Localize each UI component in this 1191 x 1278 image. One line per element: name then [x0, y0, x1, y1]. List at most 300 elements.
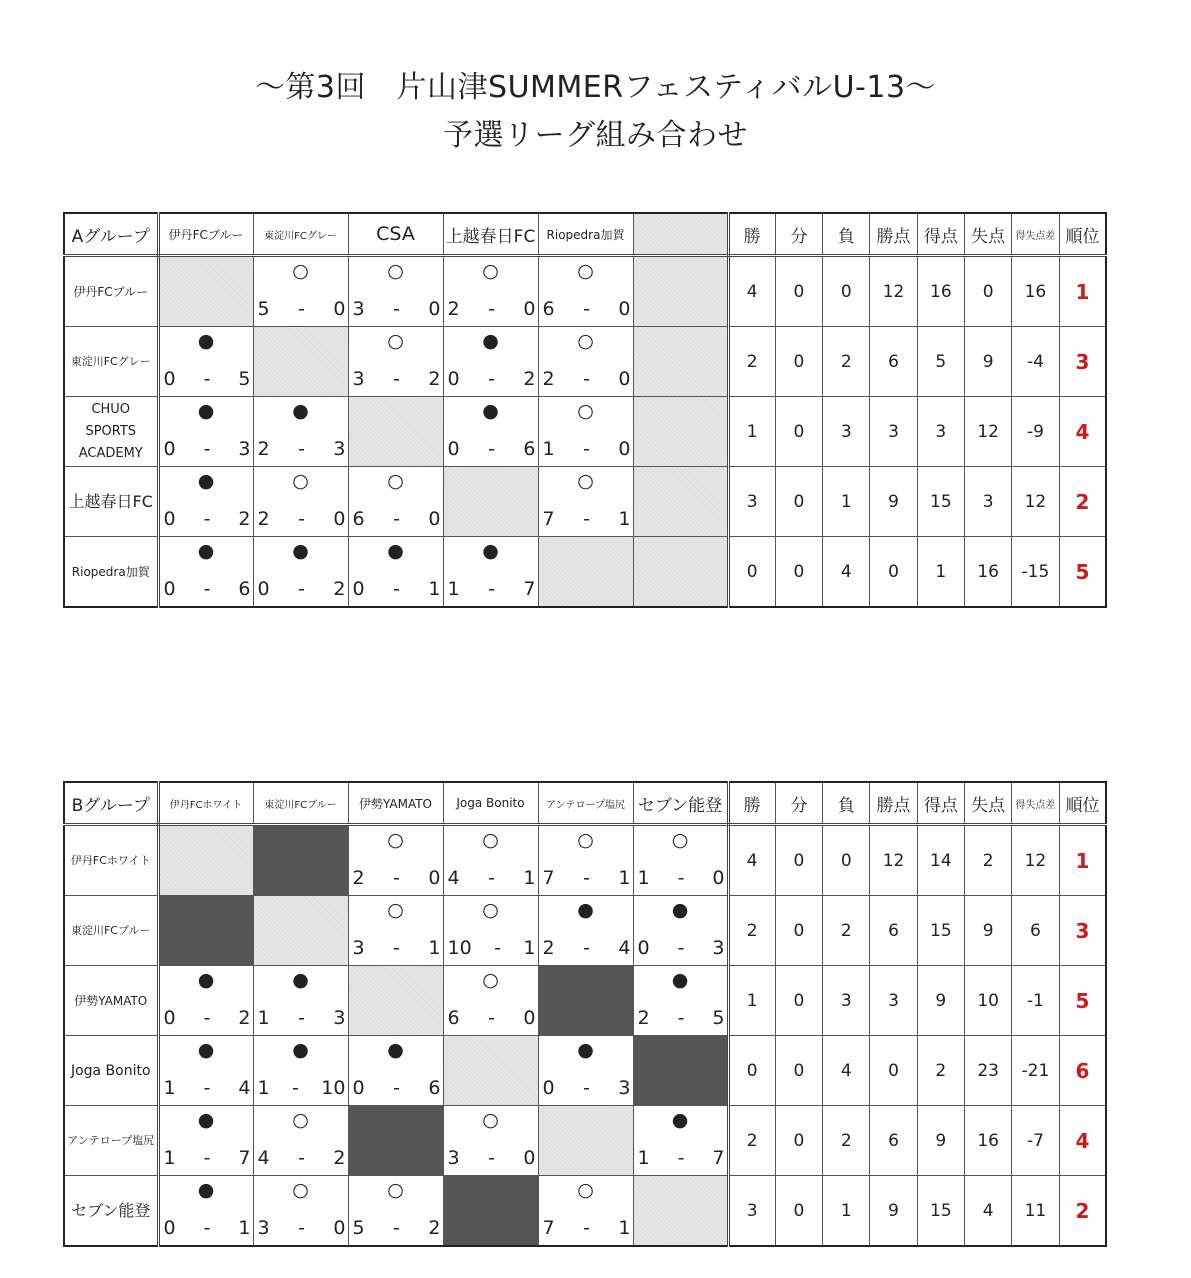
goals-against: 1 [618, 867, 631, 889]
team-row [64, 467, 1106, 537]
score-separator: - [393, 368, 400, 390]
stat-goals-against: 3 [964, 467, 1011, 537]
match-result [634, 826, 727, 895]
score [258, 438, 346, 460]
win-mark: ○ [577, 400, 594, 422]
self-match-cell [443, 467, 538, 537]
goals-for: 0 [257, 578, 270, 600]
goals-for: 1 [163, 1147, 176, 1169]
goals-against: 2 [428, 1217, 441, 1239]
stat-header: 失点 [964, 213, 1011, 256]
goals-against: 1 [238, 1217, 251, 1239]
match-result [160, 537, 253, 606]
goals-against: 1 [523, 937, 536, 959]
rank: 4 [1059, 1106, 1106, 1176]
self-match-cell [633, 1176, 728, 1247]
column-team-header: セブン能登 [633, 782, 728, 825]
score [543, 368, 631, 390]
match-result [254, 257, 348, 326]
goals-for: 3 [352, 368, 365, 390]
stat-draws: 0 [775, 327, 822, 397]
loss-mark: ● [292, 969, 309, 991]
score [258, 1147, 346, 1169]
score [448, 867, 536, 889]
row-team-name: 伊丹FCホワイト [64, 825, 158, 896]
score [448, 578, 536, 600]
column-team-header: CSA [348, 213, 443, 256]
win-mark: ○ [292, 470, 309, 492]
empty-slot [633, 537, 728, 608]
stat-goals-for: 2 [917, 1036, 964, 1106]
score-separator: - [583, 298, 590, 320]
stat-losses: 4 [823, 537, 870, 608]
column-team-header: アンテロープ塩尻 [538, 782, 633, 825]
match-result [444, 327, 538, 396]
match-result [349, 537, 443, 606]
match-cell [538, 1036, 633, 1106]
goals-for: 3 [352, 937, 365, 959]
no-match-cell [158, 896, 253, 966]
rank: 2 [1059, 467, 1106, 537]
goals-for: 5 [257, 298, 270, 320]
match-result [444, 966, 538, 1035]
goals-for: 6 [352, 508, 365, 530]
score-separator: - [203, 1217, 211, 1239]
goals-for: 0 [447, 368, 460, 390]
goals-for: 6 [542, 298, 555, 320]
match-result [349, 257, 443, 326]
score-separator: - [488, 438, 495, 460]
stat-points: 6 [870, 896, 917, 966]
score-separator: - [583, 508, 590, 530]
goals-for: 0 [163, 368, 176, 390]
self-match-cell [443, 1036, 538, 1106]
goals-for: 7 [542, 867, 555, 889]
stat-losses: 1 [823, 467, 870, 537]
goals-for: 0 [163, 1217, 176, 1239]
empty-slot [633, 397, 728, 467]
goals-for: 2 [257, 438, 270, 460]
row-team-name-line: SPORTS [85, 423, 137, 439]
stat-goals-against: 12 [964, 397, 1011, 467]
stat-goals-for: 15 [917, 467, 964, 537]
group-label: Aグループ [64, 213, 158, 256]
score [448, 298, 536, 320]
loss-mark: ● [197, 1039, 215, 1061]
score [543, 937, 631, 959]
stat-goals-for: 3 [917, 397, 964, 467]
goals-for: 4 [447, 867, 460, 889]
match-cell [538, 256, 633, 327]
row-team-name: Joga Bonito [64, 1036, 158, 1106]
stat-header: 順位 [1059, 782, 1106, 825]
goals-against: 5 [712, 1007, 725, 1029]
match-cell [538, 327, 633, 397]
score-separator: - [583, 1077, 590, 1099]
score-separator: - [393, 937, 400, 959]
win-mark: ○ [292, 1109, 309, 1131]
match-result [634, 1106, 727, 1175]
score [353, 1217, 441, 1239]
score [258, 298, 346, 320]
stat-points: 0 [870, 1036, 917, 1106]
stat-header: 得点 [917, 782, 964, 825]
match-result [634, 966, 727, 1035]
match-cell [253, 256, 348, 327]
stat-points: 9 [870, 467, 917, 537]
stat-losses: 2 [823, 1106, 870, 1176]
stat-points: 0 [870, 537, 917, 608]
match-cell [158, 1106, 253, 1176]
row-team-name-line: CHUO [91, 401, 131, 417]
stat-goals-against: 4 [964, 1176, 1011, 1247]
goals-against: 3 [333, 438, 346, 460]
goals-against: 7 [712, 1147, 725, 1169]
match-result [254, 467, 348, 536]
rank: 3 [1059, 896, 1106, 966]
team-row [64, 256, 1106, 327]
match-cell [158, 397, 253, 467]
self-match-cell [158, 256, 253, 327]
goals-against: 3 [333, 1007, 346, 1029]
score-separator: - [203, 368, 211, 390]
match-result [160, 1036, 253, 1105]
empty-slot [633, 256, 728, 327]
rank: 1 [1059, 825, 1106, 896]
score-separator: - [677, 937, 685, 959]
score [164, 438, 251, 460]
match-cell [158, 467, 253, 537]
goals-against: 7 [238, 1147, 251, 1169]
match-cell [633, 1106, 728, 1176]
row-team-name: 伊丹FCブルー [64, 256, 158, 327]
goals-for: 2 [447, 298, 460, 320]
goals-against: 0 [428, 508, 441, 530]
team-row [64, 327, 1106, 397]
loss-mark: ● [292, 400, 309, 422]
match-result [160, 467, 253, 536]
win-mark: ○ [482, 829, 499, 851]
goals-against: 0 [428, 867, 441, 889]
rank: 3 [1059, 327, 1106, 397]
score-separator: - [292, 1077, 299, 1099]
stat-draws: 0 [775, 1176, 822, 1247]
score [353, 1077, 441, 1099]
row-team-name: アンテロープ塩尻 [64, 1106, 158, 1176]
stat-losses: 1 [823, 1176, 870, 1247]
goals-against: 10 [321, 1077, 346, 1099]
stat-goals-for: 15 [917, 896, 964, 966]
match-cell [253, 397, 348, 467]
win-mark: ○ [577, 470, 594, 492]
page-subtitle: 予選リーグ組み合わせ [443, 118, 748, 153]
match-cell [158, 327, 253, 397]
match-result [349, 896, 443, 965]
stat-goals-against: 0 [964, 256, 1011, 327]
goals-against: 7 [523, 578, 536, 600]
score [448, 1147, 536, 1169]
goals-for: 1 [447, 578, 460, 600]
page-title: ～第3回 片山津SUMMERフェスティバルU-13～ [254, 70, 937, 105]
score [448, 1007, 536, 1029]
win-mark: ○ [577, 1179, 594, 1201]
match-cell [253, 537, 348, 608]
goals-for: 0 [163, 508, 176, 530]
match-result [539, 896, 633, 965]
stat-goal-diff: -7 [1012, 1106, 1059, 1176]
match-result [539, 1176, 633, 1245]
team-row [64, 537, 1106, 608]
match-result [349, 327, 443, 396]
match-cell [443, 966, 538, 1036]
team-row [64, 1176, 1106, 1247]
match-cell [158, 1036, 253, 1106]
goals-for: 0 [352, 1077, 365, 1099]
stat-goals-for: 9 [917, 1106, 964, 1176]
row-team-name: 上越春日FC [64, 467, 158, 537]
match-cell [443, 896, 538, 966]
self-match-cell [253, 327, 348, 397]
loss-mark: ● [197, 969, 215, 991]
stat-points: 3 [870, 966, 917, 1036]
rank: 5 [1059, 966, 1106, 1036]
match-result [160, 1106, 253, 1175]
match-cell [538, 825, 633, 896]
goals-against: 2 [523, 368, 536, 390]
score-separator: - [393, 1077, 400, 1099]
team-row [64, 1036, 1106, 1106]
stat-losses: 2 [823, 896, 870, 966]
match-result [444, 537, 538, 606]
loss-mark: ● [671, 899, 689, 921]
score-separator: - [298, 438, 305, 460]
score [543, 298, 631, 320]
match-cell [443, 327, 538, 397]
self-match-cell [348, 966, 443, 1036]
goals-for: 6 [447, 1007, 460, 1029]
goals-against: 0 [333, 1217, 346, 1239]
stat-header: 得点 [917, 213, 964, 256]
match-cell [253, 1176, 348, 1247]
stat-goal-diff: -21 [1012, 1036, 1059, 1106]
stat-wins: 3 [728, 467, 775, 537]
match-result [254, 537, 348, 606]
match-cell [443, 256, 538, 327]
goals-for: 0 [163, 578, 176, 600]
stat-wins: 0 [728, 1036, 775, 1106]
stat-goal-diff: 12 [1012, 467, 1059, 537]
goals-for: 1 [637, 867, 650, 889]
win-mark: ○ [387, 1179, 404, 1201]
match-cell [633, 896, 728, 966]
score-separator: - [677, 1007, 685, 1029]
stat-draws: 0 [775, 966, 822, 1036]
goals-against: 0 [618, 368, 631, 390]
row-team-name: セブン能登 [64, 1176, 158, 1247]
stat-points: 6 [870, 1106, 917, 1176]
win-mark: ○ [577, 829, 594, 851]
stat-draws: 0 [775, 256, 822, 327]
win-mark: ○ [292, 1179, 309, 1201]
match-cell [348, 896, 443, 966]
match-result [444, 257, 538, 326]
score-separator: - [677, 867, 685, 889]
match-cell [633, 966, 728, 1036]
goals-for: 2 [257, 508, 270, 530]
loss-mark: ● [482, 540, 499, 562]
stat-draws: 0 [775, 467, 822, 537]
match-result [539, 397, 633, 466]
goals-for: 2 [542, 368, 555, 390]
goals-against: 6 [428, 1077, 441, 1099]
match-cell [538, 397, 633, 467]
score-separator: - [488, 1007, 495, 1029]
goals-against: 2 [238, 508, 251, 530]
goals-for: 0 [542, 1077, 555, 1099]
no-match-cell [538, 966, 633, 1036]
stat-goals-against: 2 [964, 825, 1011, 896]
header-row [64, 782, 1106, 825]
match-cell [348, 467, 443, 537]
loss-mark: ● [292, 540, 309, 562]
score [353, 368, 441, 390]
goals-against: 6 [523, 438, 536, 460]
goals-against: 0 [618, 298, 631, 320]
stat-goal-diff: -1 [1012, 966, 1059, 1036]
win-mark: ○ [387, 330, 404, 352]
score [353, 937, 441, 959]
loss-mark: ● [197, 470, 215, 492]
no-match-cell [443, 1176, 538, 1247]
score-separator: - [393, 1217, 400, 1239]
rank: 6 [1059, 1036, 1106, 1106]
empty-slot [633, 327, 728, 397]
score [258, 1217, 346, 1239]
match-cell [633, 825, 728, 896]
stat-goals-for: 1 [917, 537, 964, 608]
score [543, 1077, 631, 1099]
match-cell [538, 467, 633, 537]
stat-losses: 3 [823, 397, 870, 467]
score-separator: - [203, 578, 211, 600]
stat-header: 失点 [964, 782, 1011, 825]
goals-against: 4 [618, 937, 631, 959]
team-row [64, 966, 1106, 1036]
match-result [160, 327, 253, 396]
match-cell [443, 825, 538, 896]
score-separator: - [494, 937, 501, 959]
match-cell [348, 256, 443, 327]
score [448, 368, 536, 390]
score [353, 578, 441, 600]
win-mark: ○ [482, 1109, 499, 1131]
self-match-cell [538, 537, 633, 608]
score-separator: - [203, 1077, 211, 1099]
score-separator: - [203, 1147, 211, 1169]
match-result [254, 1106, 348, 1175]
column-team-header: 上越春日FC [443, 213, 538, 256]
loss-mark: ● [292, 1039, 309, 1061]
match-result [539, 257, 633, 326]
stat-goals-against: 10 [964, 966, 1011, 1036]
stat-header: 負 [823, 782, 870, 825]
goals-for: 2 [637, 1007, 650, 1029]
match-cell [348, 537, 443, 608]
rank: 1 [1059, 256, 1106, 327]
goals-for: 1 [542, 438, 555, 460]
score-separator: - [488, 1147, 495, 1169]
match-cell [538, 1176, 633, 1247]
score-separator: - [298, 1217, 305, 1239]
score [258, 1077, 346, 1099]
stat-header: 勝 [728, 782, 775, 825]
row-team-name-line: ACADEMY [78, 445, 143, 461]
win-mark: ○ [292, 260, 309, 282]
stat-draws: 0 [775, 825, 822, 896]
goals-against: 3 [618, 1077, 631, 1099]
goals-against: 0 [618, 438, 631, 460]
goals-against: 2 [428, 368, 441, 390]
header-row [64, 213, 1106, 256]
score-separator: - [583, 1217, 590, 1239]
row-team-name: Riopedra加賀 [64, 537, 158, 608]
goals-against: 1 [523, 867, 536, 889]
match-result [254, 1036, 348, 1105]
stat-draws: 0 [775, 1036, 822, 1106]
stat-draws: 0 [775, 1106, 822, 1176]
goals-against: 5 [238, 368, 251, 390]
match-result [444, 896, 538, 965]
loss-mark: ● [577, 899, 594, 921]
self-match-cell [253, 896, 348, 966]
stat-header: 得失点差 [1012, 782, 1059, 825]
column-team-header: Riopedra加賀 [538, 213, 633, 256]
stat-losses: 4 [823, 1036, 870, 1106]
match-result [254, 966, 348, 1035]
stat-losses: 2 [823, 327, 870, 397]
stat-wins: 2 [728, 1106, 775, 1176]
goals-against: 2 [333, 578, 346, 600]
stat-header: 得失点差 [1012, 213, 1059, 256]
stat-goal-diff: 6 [1012, 896, 1059, 966]
score [164, 578, 251, 600]
self-match-cell [538, 1106, 633, 1176]
goals-for: 0 [352, 578, 365, 600]
goals-against: 1 [618, 508, 631, 530]
goals-against: 6 [238, 578, 251, 600]
score [543, 867, 631, 889]
goals-against: 0 [333, 298, 346, 320]
score-separator: - [488, 298, 495, 320]
win-mark: ○ [482, 969, 499, 991]
match-result [160, 1176, 253, 1245]
match-cell [253, 467, 348, 537]
goals-against: 4 [238, 1077, 251, 1099]
win-mark: ○ [482, 899, 499, 921]
win-mark: ○ [577, 330, 594, 352]
win-mark: ○ [482, 260, 499, 282]
score-separator: - [488, 368, 495, 390]
column-team-header: 伊勢YAMATO [348, 782, 443, 825]
goals-for: 7 [542, 508, 555, 530]
loss-mark: ● [197, 1109, 215, 1131]
score [638, 867, 725, 889]
stat-points: 9 [870, 1176, 917, 1247]
column-team-header: 東淀川FCグレー [253, 213, 348, 256]
goals-for: 2 [542, 937, 555, 959]
match-result [254, 1176, 348, 1245]
match-result [349, 1176, 443, 1245]
